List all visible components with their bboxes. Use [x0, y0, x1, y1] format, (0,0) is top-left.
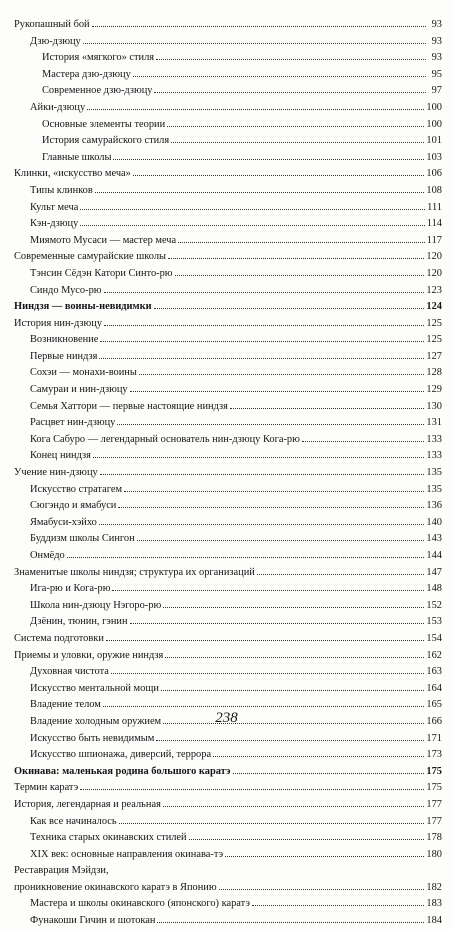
toc-entry-page: 123: [426, 284, 442, 296]
dot-leader: [163, 606, 424, 608]
toc-entry-title: Приемы и уловки, оружие ниндзя: [14, 649, 164, 661]
toc-entry-title: Основные элементы теории: [42, 118, 166, 130]
toc-entry-title: Миямото Мусаси — мастер меча: [30, 234, 177, 246]
toc-entry-page: 120: [426, 251, 442, 263]
toc-entry-page: 130: [426, 400, 442, 412]
toc-entry: [14, 17, 442, 34]
toc-entry-page: 140: [426, 516, 442, 528]
toc-entry-page: 93: [431, 35, 442, 47]
toc-entry: [14, 283, 442, 300]
toc-entry-page: 135: [426, 467, 442, 479]
toc-entry-page: 136: [426, 500, 442, 512]
dot-leader: [112, 589, 424, 591]
toc-entry-title: Расцвет нин-дзюцу: [30, 417, 116, 429]
toc-entry: [14, 565, 442, 582]
toc-entry-title: Термин каратэ: [14, 782, 79, 794]
dot-leader: [103, 705, 425, 707]
dot-leader: [117, 423, 424, 425]
toc-entry: [14, 34, 442, 51]
toc-entry-title: Владение холодным оружием: [30, 715, 162, 727]
dot-leader: [99, 523, 425, 525]
toc-entry-title: Кэн-дзюцу: [30, 218, 79, 230]
dot-leader: [163, 805, 425, 807]
dot-leader: [230, 407, 425, 409]
dot-leader: [139, 373, 425, 375]
toc-entry-page: 183: [426, 898, 442, 910]
dot-leader: [137, 539, 425, 541]
toc-entry-page: 163: [426, 666, 442, 678]
toc-entry-page: 127: [426, 350, 442, 362]
dot-leader: [225, 855, 424, 857]
dot-leader: [100, 473, 425, 475]
toc-entry-page: 101: [426, 135, 442, 147]
toc-entry-title: Фунакоши Гичин и шотокан: [30, 915, 156, 927]
toc-entry: [14, 365, 442, 382]
toc-entry-page: 114: [426, 218, 442, 230]
toc-entry-page: 154: [426, 632, 442, 644]
toc-entry: [14, 581, 442, 598]
dot-leader: [130, 622, 425, 624]
toc-entry-page: 171: [426, 732, 442, 744]
toc-entry: [14, 896, 442, 913]
toc-entry: [14, 465, 442, 482]
dot-leader: [233, 772, 425, 774]
toc-entry-title: Мастера и школы окинавского (японского) каратэ: [30, 898, 250, 910]
toc-entry-title: Современное дзю-дзюцу: [42, 85, 153, 97]
toc-entry-title: История самурайского стиля: [42, 135, 170, 147]
dot-leader: [213, 755, 424, 757]
toc-entry-page: 147: [426, 566, 442, 578]
toc-entry-title: Мастера дзю-дзюцу: [42, 68, 131, 80]
toc-entry-title: Семья Хаттори — первые настоящие ниндзя: [30, 400, 228, 412]
dot-leader: [83, 42, 426, 44]
toc-entry: [14, 847, 442, 864]
toc-entry-title: Ямабуси-хэйхо: [30, 516, 97, 528]
toc-entry-title: Как все начиналось: [30, 815, 117, 827]
toc-entry-page: 125: [426, 317, 442, 329]
toc-entry-page: 117: [426, 234, 442, 246]
toc-entry-page: 166: [426, 715, 442, 727]
dot-leader: [167, 125, 424, 127]
toc-entry: [14, 332, 442, 349]
toc-entry: [14, 814, 442, 831]
toc-entry: [14, 249, 442, 266]
dot-leader: [87, 108, 424, 110]
toc-entry: [14, 233, 442, 250]
dot-leader: [118, 506, 424, 508]
toc-entry-title: Окинава: маленькая родина большого каратэ: [14, 765, 231, 777]
toc-entry: [14, 83, 442, 100]
toc-entry-title: История, легендарная и реальная: [14, 798, 161, 810]
dot-leader: [104, 291, 425, 293]
toc-entry-title: Клинки, «искусство меча»: [14, 168, 131, 180]
toc-entry-title: Ниндзя — воины-невидимки: [14, 301, 152, 313]
toc-entry: [14, 299, 442, 316]
toc-entry-title: Дзёнин, тюнин, гэнин: [30, 616, 128, 628]
toc-entry-page: 129: [426, 384, 442, 396]
toc-entry: [14, 117, 442, 134]
toc-entry-title: Техника старых окинавских стилей: [30, 832, 187, 844]
toc-entry: [14, 266, 442, 283]
toc-entry-page: 148: [426, 583, 442, 595]
toc-entry: [14, 316, 442, 333]
toc-entry: [14, 50, 442, 67]
page-number: 238: [215, 710, 238, 726]
dot-leader: [111, 672, 425, 674]
toc-entry-page: 131: [426, 417, 442, 429]
toc-entry: [14, 830, 442, 847]
toc-entry-title: Искусство стратагем: [30, 483, 123, 495]
toc-entry-title: Кога Сабуро — легендарный основатель нин-дзюцу Кога-рю: [30, 433, 300, 445]
dot-leader: [80, 788, 424, 790]
dot-leader: [95, 191, 425, 193]
dot-leader: [156, 58, 426, 60]
toc-entry: [14, 780, 442, 797]
toc-entry: [14, 731, 442, 748]
toc-entry: [14, 531, 442, 548]
dot-leader: [178, 241, 425, 243]
toc-entry-title: Главные школы: [42, 151, 112, 163]
toc-entry-title: Владение телом: [30, 699, 101, 711]
toc-entry: [14, 913, 442, 930]
toc-entry: [14, 382, 442, 399]
toc-entry-title: Искусство шпионажа, диверсий, террора: [30, 749, 212, 761]
toc-entry-title: Искусство ментальной мощи: [30, 682, 159, 694]
toc-entry-page: 162: [426, 649, 442, 661]
toc-entry-page: 153: [426, 616, 442, 628]
toc-entry-page: 164: [426, 682, 442, 694]
dot-leader: [252, 904, 425, 906]
toc-entry: [14, 448, 442, 465]
dot-leader: [133, 174, 425, 176]
toc-entry: [14, 133, 442, 150]
toc-entry-page: 93: [431, 19, 442, 30]
toc-entry: [14, 631, 442, 648]
dot-leader: [124, 490, 424, 492]
toc-entry-page: 135: [426, 483, 442, 495]
table-of-contents: [14, 17, 442, 930]
dot-leader: [154, 307, 425, 309]
toc-entry-page: 100: [426, 101, 442, 113]
toc-entry-page: 128: [426, 367, 442, 379]
dot-leader: [189, 838, 425, 840]
toc-entry-page: 152: [426, 599, 442, 611]
toc-entry-page: 106: [426, 168, 442, 180]
toc-entry: [14, 183, 442, 200]
toc-entry-title: Возникновение: [30, 334, 99, 346]
dot-leader: [133, 75, 426, 77]
toc-entry: [14, 498, 442, 515]
toc-entry-title: История нин-дзюцу: [14, 317, 103, 329]
toc-entry: [14, 598, 442, 615]
dot-leader: [92, 25, 426, 27]
toc-entry-title: Культ меча: [30, 201, 79, 213]
toc-entry: [14, 548, 442, 565]
toc-entry-title: Духовная чистота: [30, 666, 109, 678]
dot-leader: [157, 921, 424, 923]
toc-entry-page: 180: [426, 848, 442, 860]
toc-entry-page: 93: [431, 52, 442, 64]
toc-entry-page: 133: [426, 433, 442, 445]
toc-entry: [14, 399, 442, 416]
toc-entry-page: 165: [426, 699, 442, 711]
toc-entry: [14, 515, 442, 532]
toc-entry-title: Буддизм школы Сингон: [30, 533, 135, 545]
dot-leader: [219, 888, 425, 890]
toc-entry-title: Современные самурайские школы: [14, 251, 167, 263]
dot-leader: [106, 639, 425, 641]
dot-leader: [257, 573, 425, 575]
toc-entry-page: 143: [426, 533, 442, 545]
dot-leader: [80, 208, 425, 210]
dot-leader: [168, 257, 424, 259]
toc-entry-title: Синдо Мусо-рю: [30, 284, 102, 296]
toc-entry-title: Ига-рю и Кога-рю: [30, 583, 111, 595]
dot-leader: [113, 158, 424, 160]
toc-entry-title: проникновение окинавского каратэ в Японию: [14, 881, 217, 893]
toc-entry: [14, 664, 442, 681]
dot-leader: [80, 224, 424, 226]
toc-entry: [14, 432, 442, 449]
toc-entry: [14, 67, 442, 84]
toc-entry-page: 125: [426, 334, 442, 346]
toc-entry: [14, 681, 442, 698]
toc-entry-title: Учение нин-дзюцу: [14, 467, 98, 479]
toc-entry-title: Онмёдо: [30, 550, 65, 561]
dot-leader: [156, 739, 424, 741]
toc-entry: [14, 482, 442, 499]
toc-entry: [14, 100, 442, 117]
dot-leader: [171, 141, 424, 143]
toc-entry-title: Айки-дзюцу: [30, 101, 86, 113]
toc-entry-title: Сохэи — монахи-воины: [30, 367, 137, 379]
toc-entry-title: История «мягкого» стиля: [42, 52, 155, 64]
toc-entry-title: Дзю-дзюцу: [30, 35, 81, 47]
toc-entry-title: Сюгэндо и ямабуси: [30, 500, 117, 512]
toc-entry-title: Искусство быть невидимым: [30, 732, 155, 744]
toc-entry: [14, 200, 442, 217]
toc-entry: [14, 764, 442, 781]
toc-entry-page: 95: [431, 68, 442, 80]
toc-entry-page: 97: [431, 85, 442, 97]
toc-entry-title: Типы клинков: [30, 184, 93, 196]
toc-entry-title: Конец ниндзя: [30, 450, 91, 462]
toc-entry-page: 120: [426, 267, 442, 279]
toc-entry-title: Рукопашный бой: [14, 19, 90, 30]
toc-entry: [14, 166, 442, 183]
toc-entry-title: Тэнсин Сёдэн Катори Синто-рю: [30, 267, 173, 279]
toc-entry-page: 111: [427, 201, 442, 213]
dot-leader: [93, 456, 424, 458]
dot-leader: [175, 274, 425, 276]
toc-entry-page: 184: [426, 915, 442, 927]
toc-entry-page: 144: [426, 550, 442, 561]
dot-leader: [119, 822, 425, 824]
toc-entry: [14, 863, 442, 880]
toc-entry-title: Школа нин-дзюцу Нэгоро-рю: [30, 599, 162, 611]
toc-entry: [14, 797, 442, 814]
toc-entry-page: 133: [426, 450, 442, 462]
toc-entry-page: 124: [426, 301, 442, 313]
toc-entry: [14, 648, 442, 665]
dot-leader: [67, 556, 425, 558]
toc-entry-page: 177: [426, 815, 442, 827]
toc-entry: [14, 150, 442, 167]
dot-leader: [99, 357, 424, 359]
dot-leader: [100, 340, 424, 342]
dot-leader: [104, 324, 424, 326]
toc-entry: [14, 880, 442, 897]
toc-entry-title: Знаменитые школы ниндзя; структура их организаций: [14, 566, 255, 578]
toc-entry-page: 173: [426, 749, 442, 761]
toc-entry: [14, 349, 442, 366]
toc-entry-page: 182: [426, 881, 442, 893]
dot-leader: [165, 656, 424, 658]
dot-leader: [130, 390, 425, 392]
toc-entry-title: Реставрация Мэйдзи,: [14, 865, 109, 877]
dot-leader: [161, 689, 425, 691]
toc-entry-title: Самураи и нин-дзюцу: [30, 384, 128, 396]
toc-entry-title: XIX век: основные направления окинава-тэ: [30, 848, 224, 860]
toc-entry-page: 108: [426, 184, 442, 196]
toc-entry-page: 178: [426, 832, 442, 844]
dot-leader: [154, 91, 426, 93]
toc-entry: [14, 415, 442, 432]
toc-entry: [14, 216, 442, 233]
toc-entry-page: 177: [426, 798, 442, 810]
toc-entry-page: 175: [426, 765, 442, 777]
toc-entry-title: Первые ниндзя: [30, 350, 98, 362]
dot-leader: [302, 440, 425, 442]
toc-entry: [14, 614, 442, 631]
toc-entry-page: 175: [426, 782, 442, 794]
toc-entry-title: Система подготовки: [14, 632, 104, 644]
toc-entry-page: 103: [426, 151, 442, 163]
toc-entry-page: 100: [426, 118, 442, 130]
